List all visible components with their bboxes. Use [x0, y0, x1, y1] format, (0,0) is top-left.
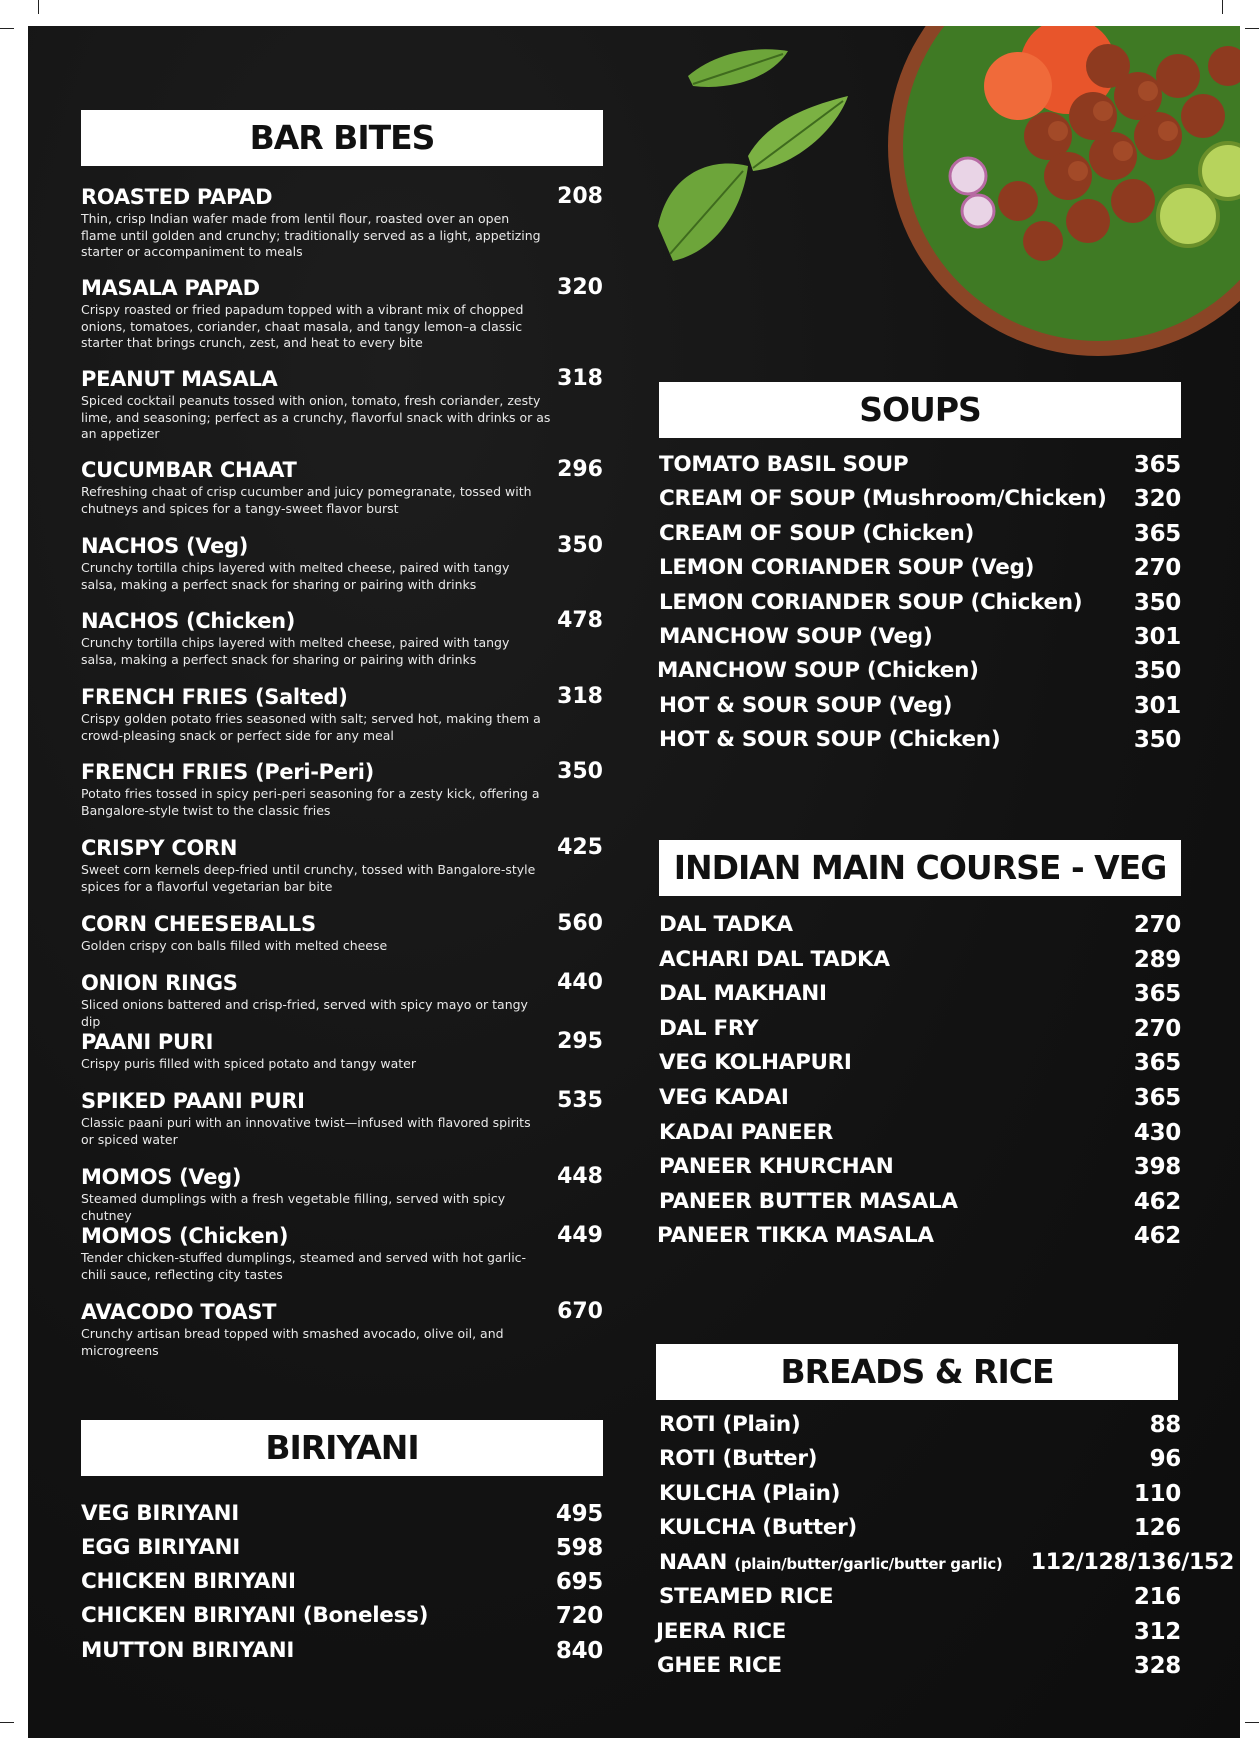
item-name: ROTI (Butter): [659, 1446, 818, 1471]
menu-item: [81, 1224, 603, 1283]
item-name: DAL TADKA: [659, 912, 793, 937]
menu-item: [659, 1084, 1181, 1112]
item-name: PAANI PURI: [81, 1030, 214, 1054]
menu-item: [659, 726, 1181, 754]
menu-item: [657, 657, 1181, 685]
item-price: 365: [1133, 521, 1181, 547]
menu-item: [659, 623, 1181, 651]
menu-item: [659, 980, 1181, 1008]
item-description: Golden crispy con balls filled with melted cheese: [81, 938, 388, 953]
item-description: Classic paani puri with an innovative twist—infused with flavored spirits or spiced water: [81, 1115, 531, 1147]
menu-item: [659, 1583, 1181, 1611]
item-price: 96: [1149, 1446, 1181, 1472]
menu-item: [81, 760, 603, 819]
section-header-indian-main-veg: INDIAN MAIN COURSE - VEG: [659, 840, 1181, 896]
item-name: MASALA PAPAD: [81, 276, 260, 300]
item-description: Spiced cocktail peanuts tossed with onion, tomato, fresh coriander, zesty lime, and seasoning; perfect as a crunchy, flavorful snack with drinks or as an appetizer: [81, 393, 551, 441]
item-name: CREAM OF SOUP (Mushroom/Chicken): [659, 486, 1107, 511]
item-name: MOMOS (Veg): [81, 1165, 242, 1189]
item-price: 365: [1133, 981, 1181, 1007]
menu-item: [81, 1165, 603, 1224]
item-description: Refreshing chaat of crisp cucumber and juicy pomegranate, tossed with chutneys and spices for a tangy-sweet flavor burst: [81, 484, 532, 516]
item-price: 478: [557, 608, 603, 633]
item-price: 560: [557, 911, 603, 936]
item-price: 208: [557, 184, 603, 209]
item-price: 430: [1133, 1120, 1181, 1146]
item-name: MANCHOW SOUP (Chicken): [657, 658, 979, 683]
menu-item: [81, 1534, 603, 1562]
item-price: 398: [1133, 1154, 1181, 1180]
item-name: PANEER BUTTER MASALA: [659, 1189, 958, 1214]
menu-item: [81, 685, 603, 744]
section-header-biriyani: BIRIYANI: [81, 1420, 603, 1476]
item-name: CHICKEN BIRIYANI: [81, 1569, 296, 1594]
item-name: LEMON CORIANDER SOUP (Veg): [659, 555, 1035, 580]
item-name: CREAM OF SOUP (Chicken): [659, 521, 975, 546]
menu-item: [659, 1549, 1234, 1578]
menu-item: [659, 1049, 1181, 1077]
menu-item: [659, 1514, 1181, 1542]
menu-item: [659, 1480, 1181, 1508]
item-description: Crunchy tortilla chips layered with melted cheese, paired with tangy salsa, making a perfect snack for sharing or pairing with drinks: [81, 560, 510, 592]
item-description: Potato fries tossed in spicy peri-peri seasoning for a zesty kick, offering a Bangalore-style twist to the classic fries: [81, 786, 540, 818]
crop-mark: [38, 0, 39, 14]
item-name: STEAMED RICE: [659, 1584, 834, 1609]
item-price: 598: [555, 1535, 603, 1561]
basil-leaf-icon: [658, 49, 848, 261]
item-name: DAL MAKHANI: [659, 981, 827, 1006]
item-name: KULCHA (Plain): [659, 1481, 841, 1506]
item-price: 126: [1133, 1515, 1181, 1541]
item-name: NAAN: [659, 1550, 728, 1575]
item-name: SPIKED PAANI PURI: [81, 1089, 305, 1113]
item-name: CUCUMBAR CHAAT: [81, 458, 297, 482]
item-name: HOT & SOUR SOUP (Chicken): [659, 727, 1001, 752]
menu-item: [81, 1568, 603, 1596]
item-price: 295: [557, 1029, 603, 1054]
item-price: 695: [555, 1569, 603, 1595]
item-name: KULCHA (Butter): [659, 1515, 857, 1540]
item-price: 670: [557, 1299, 603, 1324]
menu-item: [659, 911, 1181, 939]
menu-item: [81, 367, 603, 443]
section-header-bar-bites: BAR BITES: [81, 110, 603, 166]
menu-item: [659, 1119, 1181, 1147]
item-name: JEERA RICE: [656, 1619, 787, 1644]
crop-mark: [1222, 0, 1223, 14]
crop-mark: [1245, 28, 1259, 29]
menu-item: [81, 534, 603, 593]
item-price: 350: [557, 533, 603, 558]
menu-item: [81, 609, 603, 668]
item-description: Steamed dumplings with a fresh vegetable filling, served with spicy chutney: [81, 1191, 506, 1223]
item-price: 365: [1133, 1050, 1181, 1076]
menu-item: [659, 451, 1181, 479]
menu-item: [81, 276, 603, 352]
crop-mark: [0, 1722, 14, 1723]
item-price: 350: [1133, 590, 1181, 616]
item-name: MANCHOW SOUP (Veg): [659, 624, 933, 649]
item-description: Crunchy tortilla chips layered with melted cheese, paired with tangy salsa, making a perfect snack for sharing or pairing with drinks: [81, 635, 510, 667]
menu-item: [659, 589, 1181, 617]
item-price: 216: [1133, 1584, 1181, 1610]
item-name: ONION RINGS: [81, 971, 238, 995]
item-price: 301: [1133, 693, 1181, 719]
item-price: 350: [1133, 658, 1181, 684]
item-description: Sweet corn kernels deep-fried until crunchy, tossed with Bangalore-style spices for a flavorful vegetarian bar bite: [81, 862, 536, 894]
item-description: Tender chicken-stuffed dumplings, steamed and served with hot garlic-chili sauce, reflecting city tastes: [81, 1250, 527, 1282]
menu-item: [659, 946, 1181, 974]
plate-icon: [888, 26, 1240, 356]
item-description: Sliced onions battered and crisp-fried, served with spicy mayo or tangy dip: [81, 997, 528, 1029]
item-name: CHICKEN BIRIYANI (Boneless): [81, 1603, 429, 1628]
menu-item: [81, 1089, 603, 1148]
item-name: ROASTED PAPAD: [81, 185, 273, 209]
item-price: 350: [1133, 727, 1181, 753]
item-name: AVACODO TOAST: [81, 1300, 277, 1324]
item-price: 440: [557, 970, 603, 995]
menu-item: [81, 971, 603, 1030]
item-name: EGG BIRIYANI: [81, 1535, 240, 1560]
menu-page: [28, 26, 1240, 1738]
item-name: GHEE RICE: [657, 1653, 782, 1678]
item-price: 535: [557, 1088, 603, 1113]
item-price: 318: [557, 366, 603, 391]
crop-mark: [0, 28, 14, 29]
item-price: 270: [1133, 912, 1181, 938]
item-name: VEG KOLHAPURI: [659, 1050, 852, 1075]
item-note: (plain/butter/garlic/butter garlic): [734, 1555, 1003, 1573]
item-price: 425: [557, 835, 603, 860]
menu-item: [657, 1222, 1181, 1250]
item-name: FRENCH FRIES (Peri-Peri): [81, 760, 374, 784]
food-plate-illustration: [648, 26, 1240, 366]
item-price: 318: [557, 684, 603, 709]
item-description: Crispy golden potato fries seasoned with salt; served hot, making them a crowd-pleasing snack or perfect side for any meal: [81, 711, 541, 743]
item-price: 462: [1133, 1189, 1181, 1215]
item-name: NACHOS (Chicken): [81, 609, 296, 633]
item-name: VEG BIRIYANI: [81, 1501, 239, 1526]
item-price: 289: [1133, 947, 1181, 973]
item-price: 110: [1133, 1481, 1181, 1507]
item-name: PEANUT MASALA: [81, 367, 278, 391]
menu-item: [659, 1411, 1181, 1439]
item-name: ACHARI DAL TADKA: [659, 947, 890, 972]
menu-item: [656, 1618, 1181, 1646]
menu-item: [81, 1300, 603, 1359]
item-description: Crispy puris filled with spiced potato and tangy water: [81, 1056, 416, 1071]
menu-item: [659, 692, 1181, 720]
section-header-breads-rice: BREADS & RICE: [656, 1344, 1178, 1400]
item-name: VEG KADAI: [659, 1085, 789, 1110]
menu-item: [659, 554, 1181, 582]
menu-item: [659, 1015, 1181, 1043]
item-price: 301: [1133, 624, 1181, 650]
menu-item: [659, 1188, 1181, 1216]
item-name: ROTI (Plain): [659, 1412, 801, 1437]
item-price: 112/128/136/152: [1030, 1550, 1234, 1575]
item-price: 296: [557, 457, 603, 482]
menu-item: [657, 1652, 1181, 1680]
item-price: 840: [555, 1638, 603, 1664]
item-price: 270: [1133, 555, 1181, 581]
item-price: 320: [1133, 486, 1181, 512]
item-name: MOMOS (Chicken): [81, 1224, 289, 1248]
menu-item: [659, 1445, 1181, 1473]
item-price: 320: [557, 275, 603, 300]
item-name: LEMON CORIANDER SOUP (Chicken): [659, 590, 1083, 615]
item-price: 312: [1133, 1619, 1181, 1645]
item-description: Crunchy artisan bread topped with smashed avocado, olive oil, and microgreens: [81, 1326, 504, 1358]
item-price: 365: [1133, 1085, 1181, 1111]
item-price: 462: [1133, 1223, 1181, 1249]
menu-item: [81, 1602, 603, 1630]
item-name: FRENCH FRIES (Salted): [81, 685, 348, 709]
item-description: Crispy roasted or fried papadum topped with a vibrant mix of chopped onions, tomatoes, coriander, chaat masala, and tangy lemon–a classic starter that brings crunch, zest, and heat to every bite: [81, 302, 524, 350]
menu-item: [659, 1153, 1181, 1181]
menu-item: [81, 1030, 603, 1073]
item-name: TOMATO BASIL SOUP: [659, 452, 909, 477]
item-price: 495: [555, 1501, 603, 1527]
item-price: 448: [557, 1164, 603, 1189]
item-price: 88: [1149, 1412, 1181, 1438]
item-name: MUTTON BIRIYANI: [81, 1638, 295, 1663]
item-name: CRISPY CORN: [81, 836, 238, 860]
item-price: 449: [557, 1223, 603, 1248]
item-name: DAL FRY: [659, 1016, 759, 1041]
crop-mark: [1245, 1722, 1259, 1723]
item-name: KADAI PANEER: [659, 1120, 834, 1145]
item-name: PANEER KHURCHAN: [659, 1154, 894, 1179]
menu-item: [81, 836, 603, 895]
item-name: HOT & SOUR SOUP (Veg): [659, 693, 953, 718]
item-price: 328: [1133, 1653, 1181, 1679]
menu-item: [81, 185, 603, 261]
menu-item: [659, 520, 1181, 548]
item-name: PANEER TIKKA MASALA: [657, 1223, 934, 1248]
menu-item: [659, 485, 1181, 513]
menu-item: [81, 1637, 603, 1665]
menu-item: [81, 458, 603, 517]
item-name: NACHOS (Veg): [81, 534, 249, 558]
menu-item: [81, 1500, 603, 1528]
item-price: 365: [1133, 452, 1181, 478]
section-header-soups: SOUPS: [659, 382, 1181, 438]
menu-item: [81, 912, 603, 955]
item-price: 350: [557, 759, 603, 784]
item-name: CORN CHEESEBALLS: [81, 912, 316, 936]
item-description: Thin, crisp Indian wafer made from lentil flour, roasted over an open flame until golden and crunchy; traditionally served as a light, appetizing starter or accompaniment to meals: [81, 211, 541, 259]
item-price: 270: [1133, 1016, 1181, 1042]
item-price: 720: [555, 1603, 603, 1629]
